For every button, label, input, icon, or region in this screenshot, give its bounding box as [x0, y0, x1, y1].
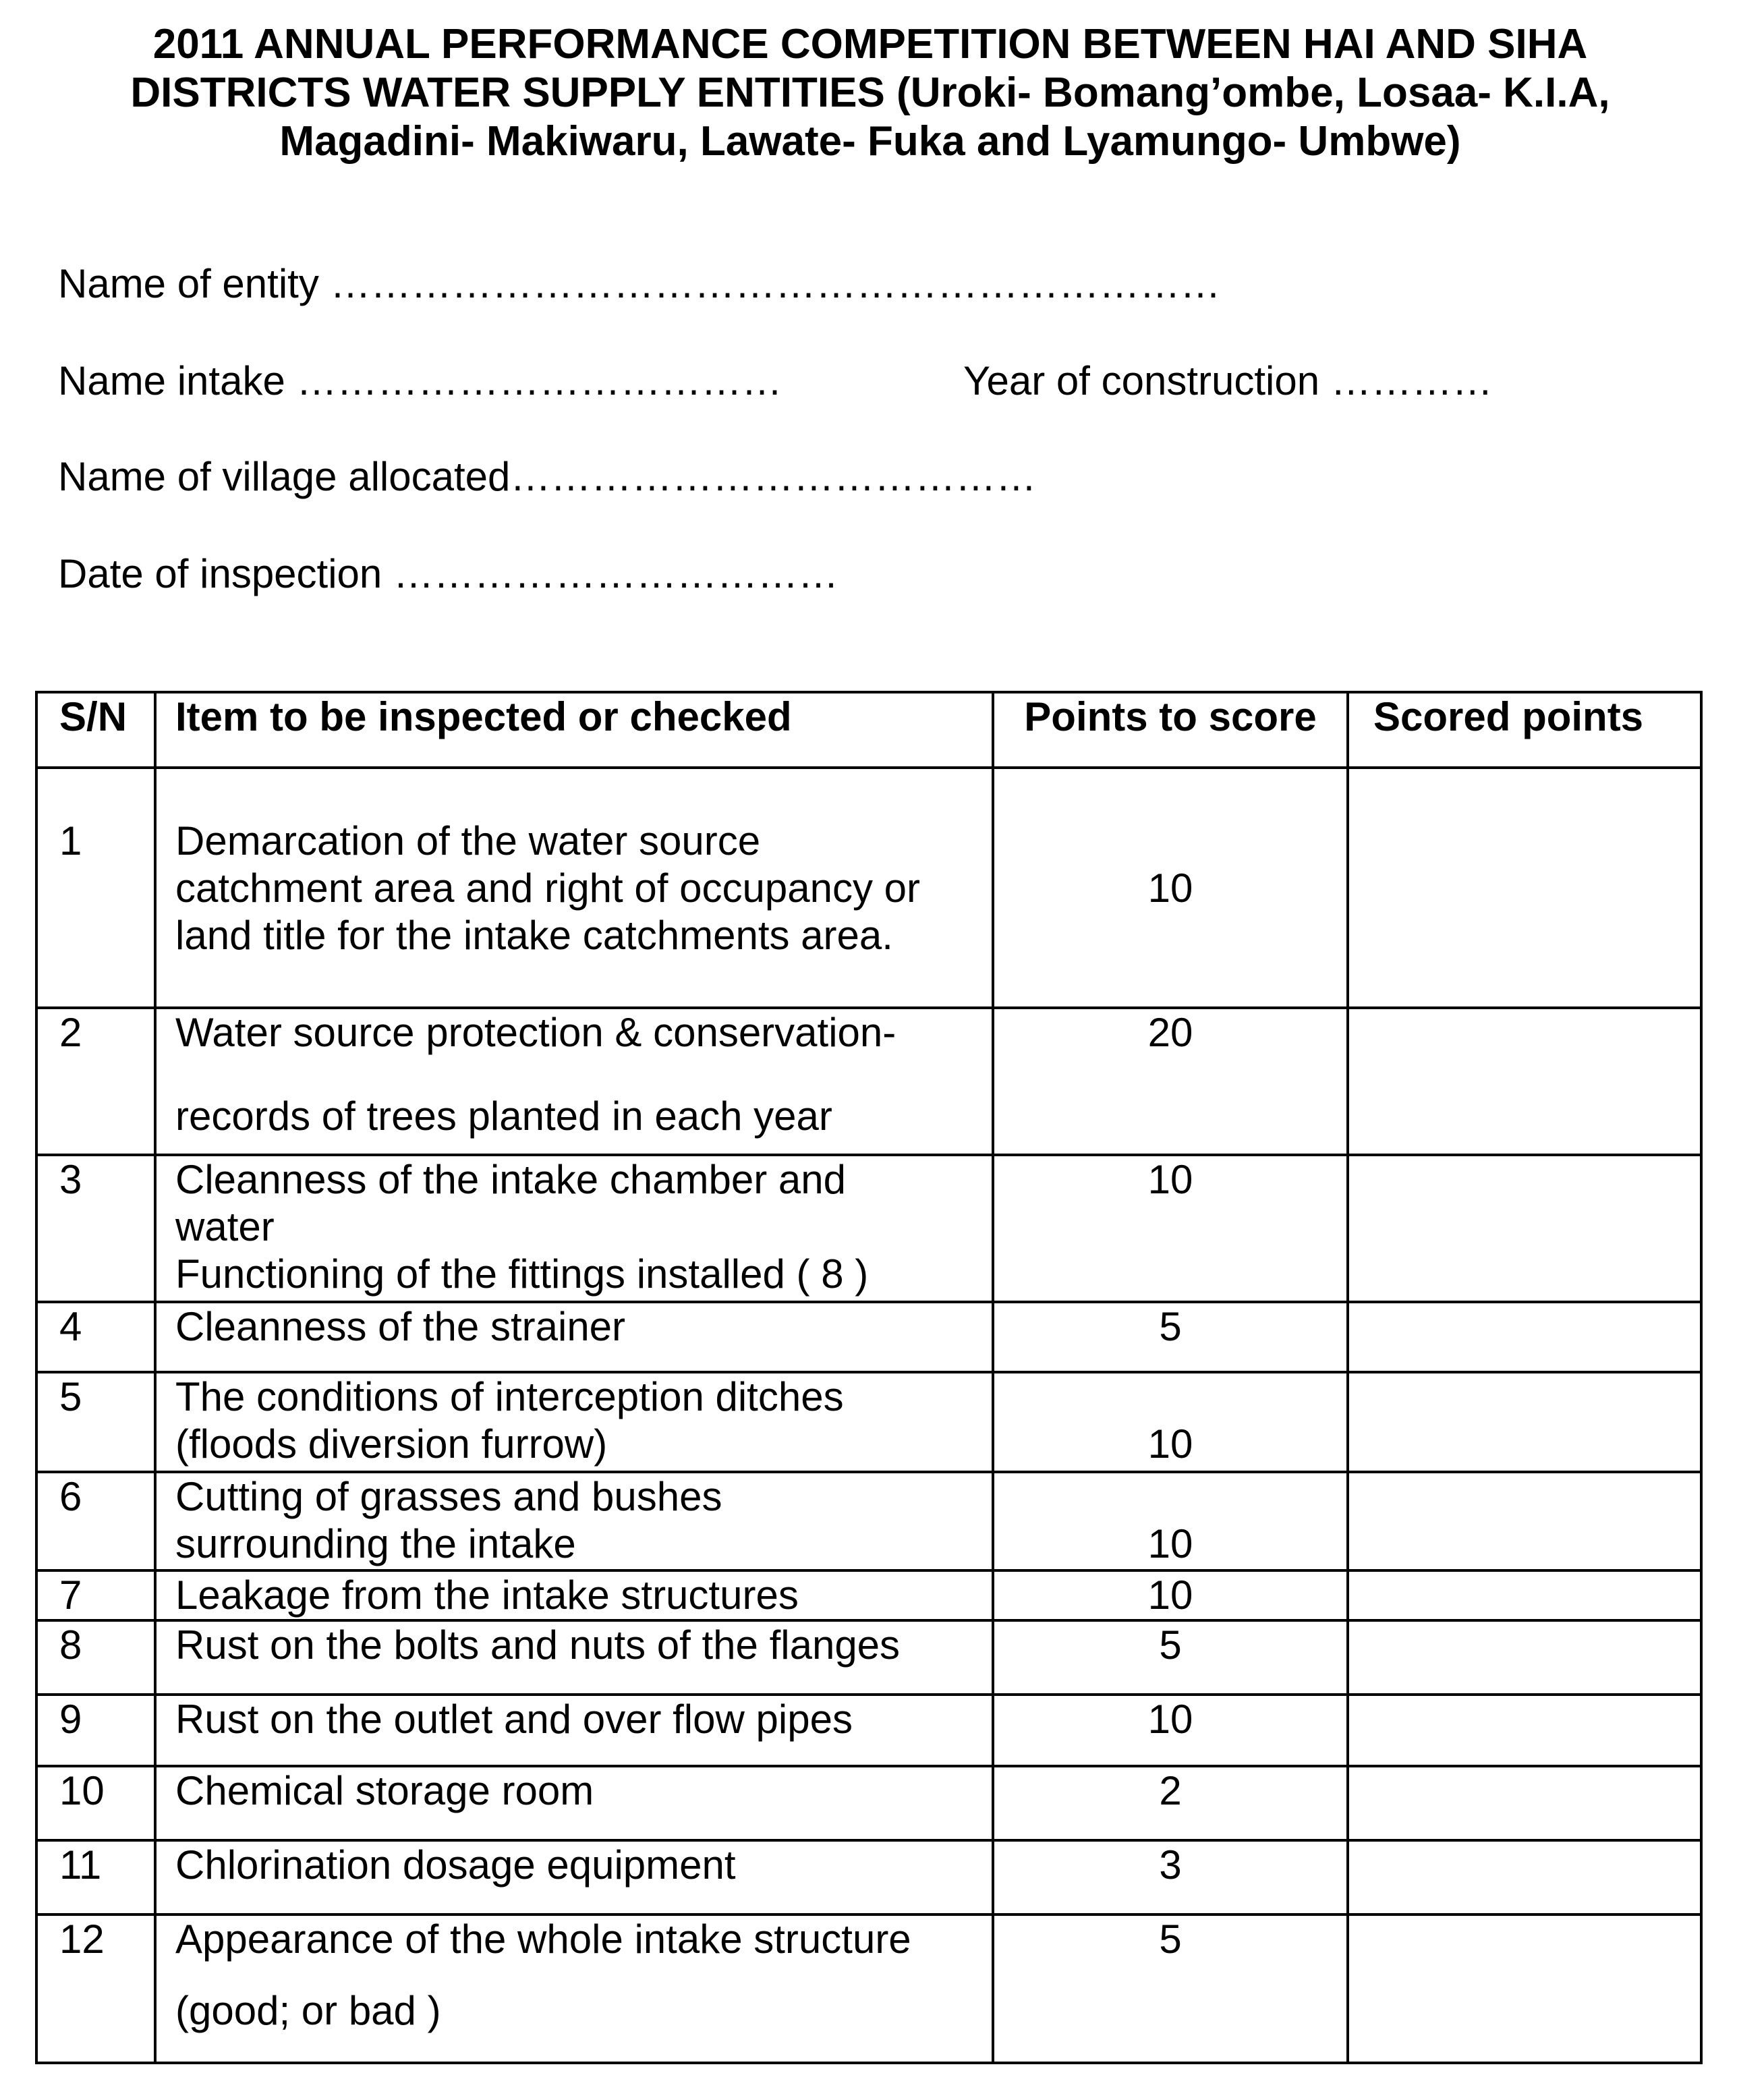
- row-item: Demarcation of the water source catchment area and right of occupancy or land title for the intake catchments area.: [155, 768, 993, 1008]
- table-row: [36, 1914, 1701, 2063]
- row-sn: 8: [36, 1620, 155, 1695]
- row-item: The conditions of interception ditches (floods diversion furrow): [155, 1372, 993, 1472]
- row-sn: 9: [36, 1695, 155, 1766]
- row-item: Chlorination dosage equipment: [155, 1840, 993, 1914]
- row-scored-input[interactable]: [1348, 1372, 1701, 1472]
- name-of-village-field[interactable]: Name of village allocated…………………………………: [58, 454, 1037, 499]
- table-row: [36, 1008, 1701, 1155]
- table-row: [36, 1570, 1701, 1620]
- title-line-3: Magadini- Makiwaru, Lawate- Fuka and Lyamungo- Umbwe): [279, 118, 1461, 165]
- table-row: [36, 1155, 1701, 1302]
- row-scored-input[interactable]: [1348, 1766, 1701, 1840]
- row-sn: 10: [36, 1766, 155, 1840]
- row-points: 10: [993, 1372, 1348, 1472]
- header-points-to-score: Points to score: [993, 692, 1348, 768]
- row-points: 5: [993, 1302, 1348, 1372]
- title-line-2: DISTRICTS WATER SUPPLY ENTITIES (Uroki- Bomang’ombe, Losaa- K.I.A,: [130, 69, 1610, 116]
- table-row: [36, 1695, 1701, 1766]
- row-scored-input[interactable]: [1348, 1840, 1701, 1914]
- row-item: Cutting of grasses and bushes surrounding the intake: [155, 1472, 993, 1570]
- row-points: 10: [993, 1472, 1348, 1570]
- row-sn: 1: [36, 768, 155, 1008]
- row-points: 3: [993, 1840, 1348, 1914]
- row-scored-input[interactable]: [1348, 1570, 1701, 1620]
- row-points: 10: [993, 1570, 1348, 1620]
- row-sn: 4: [36, 1302, 155, 1372]
- row-item: Rust on the bolts and nuts of the flanges: [155, 1620, 993, 1695]
- row-scored-input[interactable]: [1348, 1155, 1701, 1302]
- row-points: 2: [993, 1766, 1348, 1840]
- row-points: 5: [993, 1620, 1348, 1695]
- row-item: Cleanness of the intake chamber and water Functioning of the fittings installed ( 8 ): [155, 1155, 993, 1302]
- row-scored-input[interactable]: [1348, 1620, 1701, 1695]
- row-sn: 3: [36, 1155, 155, 1302]
- row-item: Leakage from the intake structures: [155, 1570, 993, 1620]
- row-sn: 12: [36, 1914, 155, 2063]
- row-points: 10: [993, 768, 1348, 1008]
- row-sn: 6: [36, 1472, 155, 1570]
- row-points: 20: [993, 1008, 1348, 1155]
- table-row: [36, 1766, 1701, 1840]
- header-item: Item to be inspected or checked: [155, 692, 993, 768]
- year-of-construction-field[interactable]: Year of construction …………: [963, 358, 1493, 403]
- header-sn: S/N: [36, 692, 155, 768]
- row-scored-input[interactable]: [1348, 1302, 1701, 1372]
- row-sn: 7: [36, 1570, 155, 1620]
- table-row: [36, 1620, 1701, 1695]
- row-points: 10: [993, 1695, 1348, 1766]
- row-points: 10: [993, 1155, 1348, 1302]
- row-item: Water source protection & conservation- records of trees planted in each year: [155, 1008, 993, 1155]
- name-intake-field[interactable]: Name intake ………………………………: [58, 358, 782, 403]
- row-scored-input[interactable]: [1348, 1695, 1701, 1766]
- row-item: Rust on the outlet and over flow pipes: [155, 1695, 993, 1766]
- name-of-entity-field[interactable]: Name of entity …………………………………………………………: [58, 261, 1221, 306]
- row-points: 5: [993, 1914, 1348, 2063]
- date-of-inspection-field[interactable]: Date of inspection ……………………………: [58, 551, 838, 596]
- row-item: Appearance of the whole intake structure (good; or bad ): [155, 1914, 993, 2063]
- row-item: Chemical storage room: [155, 1766, 993, 1840]
- row-scored-input[interactable]: [1348, 1472, 1701, 1570]
- table-row: [36, 1472, 1701, 1570]
- table-row: [36, 1372, 1701, 1472]
- inspection-table: [35, 691, 1703, 2064]
- table-row: [36, 1840, 1701, 1914]
- row-sn: 11: [36, 1840, 155, 1914]
- row-scored-input[interactable]: [1348, 1914, 1701, 2063]
- row-scored-input[interactable]: [1348, 768, 1701, 1008]
- row-item: Cleanness of the strainer: [155, 1302, 993, 1372]
- document-title: [40, 20, 1700, 166]
- table-row: [36, 1302, 1701, 1372]
- row-scored-input[interactable]: [1348, 1008, 1701, 1155]
- row-sn: 2: [36, 1008, 155, 1155]
- header-scored-points: Scored points: [1348, 692, 1701, 768]
- title-line-1: 2011 ANNUAL PERFORMANCE COMPETITION BETWEEN HAI AND SIHA: [152, 21, 1588, 67]
- table-row: [36, 768, 1701, 1008]
- row-sn: 5: [36, 1372, 155, 1472]
- table-header-row: [36, 692, 1701, 768]
